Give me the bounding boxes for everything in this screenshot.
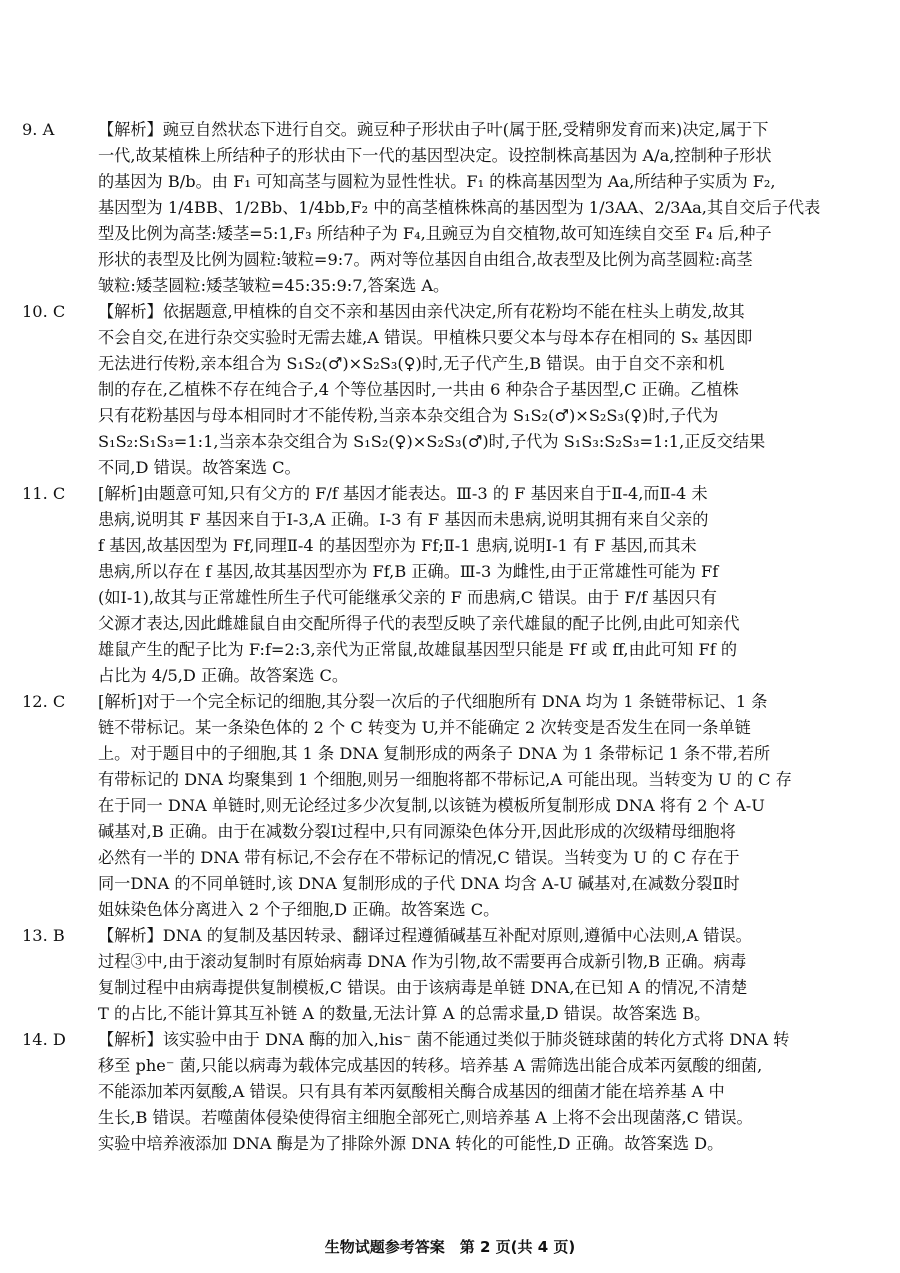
explanation-line: 形状的表型及比例为圆粒:皱粒=9:7。两对等位基因自由组合,故表型及比例为高茎圆粒:高茎 bbox=[98, 250, 753, 269]
explanation-line: 雄鼠产生的配子比为 F:f=2:3,亲代为正常鼠,故雄鼠基因型只能是 Ff 或 ff,由此可知 Ff 的 bbox=[98, 640, 738, 659]
explanation-line: 移至 phe⁻ 菌,只能以病毒为载体完成基因的转移。培养基 A 需筛选出能合成苯丙氨酸的细菌, bbox=[98, 1056, 763, 1075]
answer-number: 14. D bbox=[22, 1030, 66, 1049]
explanation-line: 占比为 4/5,D 正确。故答案选 C。 bbox=[98, 666, 349, 685]
answer-13 bbox=[22, 923, 872, 1027]
explanation-line: T 的占比,不能计算其互补链 A 的数量,无法计算 A 的总需求量,D 错误。故答案选 B。 bbox=[98, 1004, 711, 1023]
explanation-line: 【解析】依据题意,甲植株的自交不亲和基因由亲代决定,所有花粉均不能在柱头上萌发,故其 bbox=[98, 302, 745, 321]
answer-explanation bbox=[98, 481, 872, 507]
answer-number: 10. C bbox=[22, 302, 66, 321]
answer-explanation bbox=[98, 1027, 872, 1053]
answer-explanation bbox=[98, 299, 872, 325]
explanation-line: 无法进行传粉,亲本组合为 S₁S₂(♂)×S₂S₃(♀)时,无子代产生,B 错误。由于自交不亲和机 bbox=[98, 354, 725, 373]
explanation-line: 的基因为 B/b。由 F₁ 可知高茎与圆粒为显性性状。F₁ 的株高基因型为 Aa,所结种子实质为 F₂, bbox=[98, 172, 776, 191]
explanation-line: f 基因,故基因型为 Ff,同理Ⅱ-4 的基因型亦为 Ff;Ⅱ-1 患病,说明Ⅰ-1 有 F 基因,而其未 bbox=[98, 536, 697, 555]
explanation-line: 不同,D 错误。故答案选 C。 bbox=[98, 458, 301, 477]
explanation-line: 碱基对,B 正确。由于在减数分裂Ⅰ过程中,只有同源染色体分开,因此形成的次级精母细胞将 bbox=[98, 822, 736, 841]
explanation-line: 不能添加苯丙氨酸,A 错误。只有具有苯丙氨酸相关酶合成基因的细菌才能在培养基 A 中 bbox=[98, 1082, 725, 1101]
explanation-line: 有带标记的 DNA 均聚集到 1 个细胞,则另一细胞将都不带标记,A 可能出现。当转变为 U 的 C 存 bbox=[98, 770, 792, 789]
explanation-line: 【解析】该实验中由于 DNA 酶的加入,his⁻ 菌不能通过类似于肺炎链球菌的转化方式将 DNA 转 bbox=[98, 1030, 790, 1049]
answer-explanation bbox=[98, 923, 872, 949]
explanation-line: 生长,B 错误。若噬菌体侵染使得宿主细胞全部死亡,则培养基 A 上将不会出现菌落,C 错误。 bbox=[98, 1108, 753, 1127]
answer-number: 9. A bbox=[22, 120, 55, 139]
explanation-line: 【解析】豌豆自然状态下进行自交。豌豆种子形状由子叶(属于胚,受精卵发育而来)决定,属于下 bbox=[98, 120, 769, 139]
explanation-line: 一代,故某植株上所结种子的形状由下一代的基因型决定。设控制株高基因为 A/a,控制种子形状 bbox=[98, 146, 772, 165]
explanation-line: 链不带标记。某一条染色体的 2 个 C 转变为 U,并不能确定 2 次转变是否发生在同一条单链 bbox=[98, 718, 751, 737]
answer-number: 12. C bbox=[22, 692, 66, 711]
explanation-line: 过程③中,由于滚动复制时有原始病毒 DNA 作为引物,故不需要再合成新引物,B 正确。病毒 bbox=[98, 952, 747, 971]
explanation-line: 患病,说明其 F 基因来自于Ⅰ-3,A 正确。Ⅰ-3 有 F 基因而未患病,说明其拥有来自父亲的 bbox=[98, 510, 709, 529]
answer-9 bbox=[22, 117, 872, 299]
explanation-line: 实验中培养液添加 DNA 酶是为了排除外源 DNA 转化的可能性,D 正确。故答案选 D。 bbox=[98, 1134, 724, 1153]
answer-number: 11. C bbox=[22, 484, 66, 503]
answer-explanation bbox=[98, 689, 872, 715]
explanation-line: 父源才表达,因此雌雄鼠自由交配所得子代的表型反映了亲代雄鼠的配子比例,由此可知亲代 bbox=[98, 614, 740, 633]
answer-11 bbox=[22, 481, 872, 689]
explanation-line: 同一DNA 的不同单链时,该 DNA 复制形成的子代 DNA 均含 A-U 碱基对,在减数分裂Ⅱ时 bbox=[98, 874, 740, 893]
explanation-line: 上。对于题目中的子细胞,其 1 条 DNA 复制形成的两条子 DNA 为 1 条带标记 1 条不带,若所 bbox=[98, 744, 771, 763]
explanation-line: 患病,所以存在 f 基因,故其基因型亦为 Ff,B 正确。Ⅲ-3 为雌性,由于正常雄性可能为 Ff bbox=[98, 562, 719, 581]
explanation-line: 在于同一 DNA 单链时,则无论经过多少次复制,以该链为模板所复制形成 DNA 将有 2 个 A-U bbox=[98, 796, 765, 815]
explanation-line: 基因型为 1/4BB、1/2Bb、1/4bb,F₂ 中的高茎植株株高的基因型为 1/3AA、2/3Aa,其自交后子代表 bbox=[98, 198, 821, 217]
explanation-line: (如Ⅰ-1),故其与正常雄性所生子代可能继承父亲的 F 而患病,C 错误。由于 F/f 基因只有 bbox=[98, 588, 717, 607]
explanation-line: 复制过程中由病毒提供复制模板,C 错误。由于该病毒是单链 DNA,在已知 A 的情况,不清楚 bbox=[98, 978, 748, 997]
explanation-line: [解析]由题意可知,只有父方的 F/f 基因才能表达。Ⅲ-3 的 F 基因来自于Ⅱ-4,而Ⅱ-4 未 bbox=[98, 484, 708, 503]
explanation-line: 不会自交,在进行杂交实验时无需去雄,A 错误。甲植株只要父本与母本存在相同的 Sₓ 基因即 bbox=[98, 328, 753, 347]
answer-12 bbox=[22, 689, 872, 923]
answer-explanation bbox=[98, 117, 872, 143]
explanation-line: 只有花粉基因与母本相同时才不能传粉,当亲本杂交组合为 S₁S₂(♂)×S₂S₃(♀)时,子代为 bbox=[98, 406, 719, 425]
explanation-line: [解析]对于一个完全标记的细胞,其分裂一次后的子代细胞所有 DNA 均为 1 条链带标记、1 条 bbox=[98, 692, 768, 711]
explanation-line: 制的存在,乙植株不存在纯合子,4 个等位基因时,一共由 6 种杂合子基因型,C 正确。乙植株 bbox=[98, 380, 739, 399]
explanation-line: 姐妹染色体分离进入 2 个子细胞,D 正确。故答案选 C。 bbox=[98, 900, 500, 919]
answer-14 bbox=[22, 1027, 872, 1157]
explanation-line: 必然有一半的 DNA 带有标记,不会存在不带标记的情况,C 错误。当转变为 U 的 C 存在于 bbox=[98, 848, 740, 867]
explanation-line: 【解析】DNA 的复制及基因转录、翻译过程遵循碱基互补配对原则,遵循中心法则,A 错误。 bbox=[98, 926, 752, 945]
explanation-line: 皱粒:矮茎圆粒:矮茎皱粒=45:35:9:7,答案选 A。 bbox=[98, 276, 450, 295]
explanation-line: S₁S₂:S₁S₃=1:1,当亲本杂交组合为 S₁S₂(♀)×S₂S₃(♂)时,子代为 S₁S₃:S₂S₃=1:1,正反交结果 bbox=[98, 432, 766, 451]
explanation-line: 型及比例为高茎:矮茎=5:1,F₃ 所结种子为 F₄,且豌豆为自交植物,故可知连续自交至 F₄ 后,种子 bbox=[98, 224, 772, 243]
answer-10 bbox=[22, 299, 872, 481]
answer-number: 13. B bbox=[22, 926, 65, 945]
page-footer: 生物试题参考答案 第 2 页(共 4 页) bbox=[324, 1238, 576, 1256]
